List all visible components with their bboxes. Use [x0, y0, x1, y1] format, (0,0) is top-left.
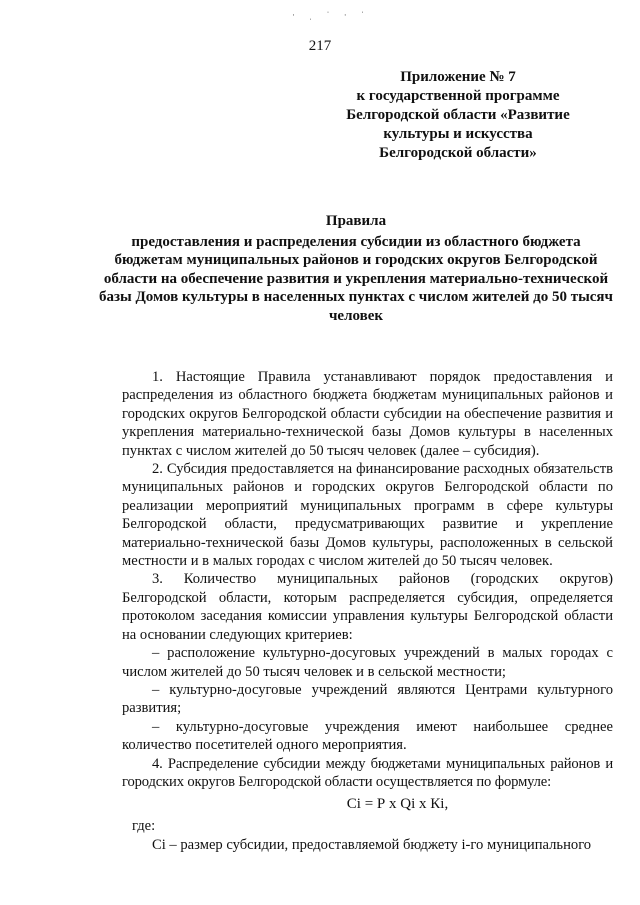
- paragraph-2: 2. Субсидия предоставляется на финансирование расходных обязательств муниципальных районов и городских округов Белгородской области по реализации мероприятий муниципальных программ в сфере культуры Белгородской области, предусматривающих развитие и укрепление материально-технической базы Домов культуры, расположенных в сельской местности и в малых городах с числом жителей до 50 тысяч человек.: [122, 461, 613, 570]
- title-line: предоставления и распределения субсидии из областного бюджета: [131, 233, 581, 250]
- appendix-line: Белгородской области «Развитие: [346, 107, 570, 123]
- criterion-3: – культурно-досуговые учреждения имеют наибольшее среднее количество посетителей одного мероприятия.: [122, 718, 613, 754]
- title-line: человек: [328, 307, 384, 324]
- title-line: базы Домов культуры в населенных пунктах с числом жителей до 50 тысяч: [98, 289, 614, 306]
- appendix-line: к государственной программе: [356, 88, 560, 104]
- appendix-line: Белгородской области»: [379, 145, 537, 161]
- distribution-formula: Сi = Р х Qi х Кi,: [346, 796, 449, 813]
- appendix-header: [340, 68, 576, 163]
- title-line: бюджетам муниципальных районов и городских округов Белгородской: [114, 252, 598, 269]
- paragraph-1: 1. Настоящие Правила устанавливают порядок предоставления и распределения из областного бюджета бюджетам муниципальных районов и городских округов Белгородской области субсидии на обеспечение развития и укрепления материально-технической базы Домов культуры в населенных пунктах с числом жителей до 50 тысяч человек (далее – субсидия).: [122, 369, 613, 459]
- title-heading: Правила: [325, 213, 387, 229]
- page-number: 217: [308, 38, 332, 54]
- document-body: [122, 368, 613, 854]
- scan-marks: · ˌ ˈ · ˈ: [292, 10, 370, 20]
- appendix-line: Приложение № 7: [400, 69, 516, 85]
- title-line: области на обеспечение развития и укрепления материально-технической: [103, 270, 609, 287]
- where-label: где:: [132, 818, 156, 835]
- appendix-line: культуры и искусства: [383, 126, 533, 142]
- paragraph-3: 3. Количество муниципальных районов (городских округов) Белгородской области, которым распределяется субсидия, определяется протоколом заседания комиссии управления культуры Белгородской области на основании следующих критериев:: [122, 571, 613, 643]
- criterion-1: – расположение культурно-досуговых учреждений в малых городах с числом жителей до 50 тысяч человек и в сельской местности;: [122, 645, 613, 680]
- definition-1: Сi – размер субсидии, предоставляемой бюджету i-го муниципального: [152, 836, 592, 853]
- paragraph-4: 4. Распределение субсидии между бюджетами муниципальных районов и городских округов Белгородской области осуществляется по формуле:: [122, 755, 613, 790]
- criterion-2: – культурно-досуговые учреждений являются Центрами культурного развития;: [122, 681, 613, 717]
- document-title: [96, 212, 616, 326]
